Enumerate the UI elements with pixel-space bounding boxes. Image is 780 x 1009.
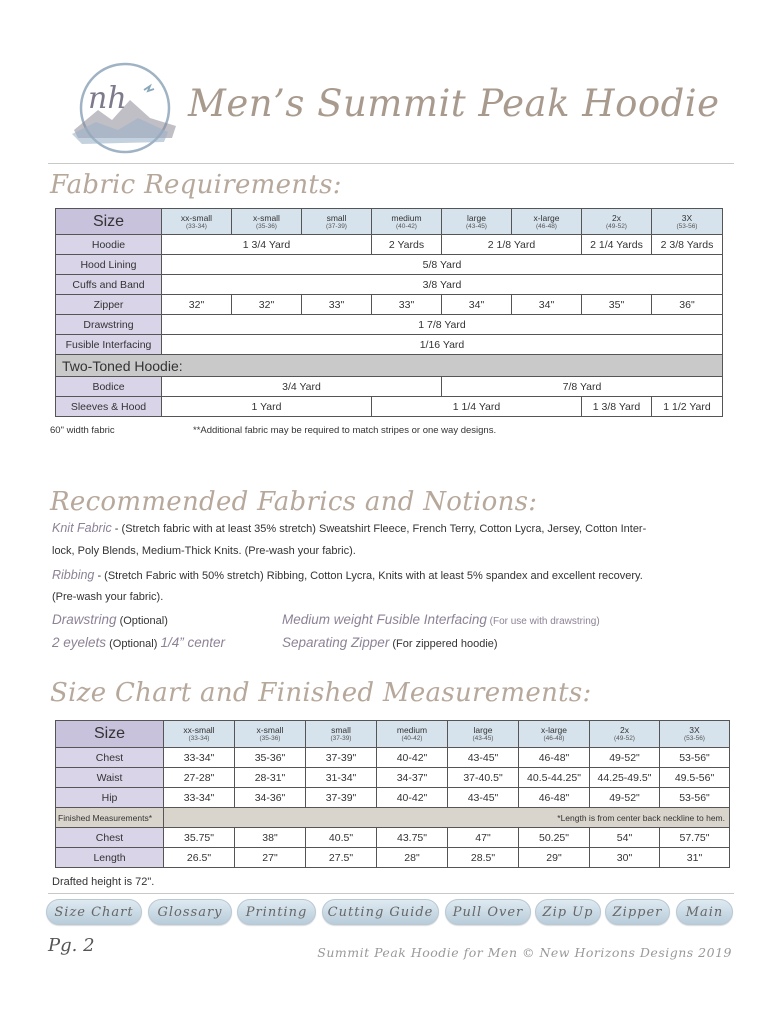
table-cell: 49.5-56" bbox=[660, 768, 730, 788]
brand-logo bbox=[68, 60, 182, 156]
table-cell: 33" bbox=[302, 295, 372, 315]
size-col: large (43-45) bbox=[442, 209, 512, 235]
table-header-row bbox=[56, 209, 723, 235]
size-col: medium (40-42) bbox=[377, 721, 448, 748]
table-cell: 27" bbox=[235, 848, 306, 868]
table-cell: Two-Toned Hoodie: bbox=[56, 355, 723, 377]
table-cell: 1 Yard bbox=[162, 397, 372, 417]
table-cell: 1 3/4 Yard bbox=[162, 235, 372, 255]
table-cell: Drawstring bbox=[56, 315, 162, 335]
table-row bbox=[56, 768, 730, 788]
table-cell: 57.75" bbox=[660, 828, 730, 848]
table-cell: 1/16 Yard bbox=[162, 335, 723, 355]
table-cell: Fusible Interfacing bbox=[56, 335, 162, 355]
table-cell: 34-37" bbox=[377, 768, 448, 788]
table-cell: 2 Yards bbox=[372, 235, 442, 255]
page-number: Pg. 2 bbox=[48, 935, 95, 956]
table-cell: 33-34" bbox=[164, 788, 235, 808]
fabric-requirements-table bbox=[55, 208, 723, 417]
table-cell: 44.25-49.5" bbox=[590, 768, 660, 788]
table-cell: 3/8 Yard bbox=[162, 275, 723, 295]
size-col: medium (40-42) bbox=[372, 209, 442, 235]
table-cell: 40.5" bbox=[306, 828, 377, 848]
table-cell: 2 3/8 Yards bbox=[652, 235, 723, 255]
table-cell: 31-34" bbox=[306, 768, 377, 788]
drawstring-item: Drawstring (Optional) bbox=[52, 612, 168, 627]
table-cell: 38" bbox=[235, 828, 306, 848]
table-cell: Hoodie bbox=[56, 235, 162, 255]
size-col: 3X (53-56) bbox=[660, 721, 730, 748]
table-cell: Chest bbox=[56, 748, 164, 768]
table-cell: 47" bbox=[448, 828, 519, 848]
table-cell: 35-36" bbox=[235, 748, 306, 768]
drafted-height-note: Drafted height is 72". bbox=[52, 876, 155, 888]
finished-measurements-band bbox=[56, 808, 730, 828]
table-cell: 53-56" bbox=[660, 748, 730, 768]
table-cell: 34" bbox=[442, 295, 512, 315]
table-cell: 49-52" bbox=[590, 748, 660, 768]
interfacing-item: Medium weight Fusible Interfacing (For use with drawstring) bbox=[282, 612, 600, 627]
table-cell: 28" bbox=[377, 848, 448, 868]
table-row bbox=[56, 315, 723, 335]
table-row bbox=[56, 275, 723, 295]
table-cell: 37-39" bbox=[306, 788, 377, 808]
nav-printing-button[interactable]: Printing bbox=[237, 899, 316, 925]
table-cell: Cuffs and Band bbox=[56, 275, 162, 295]
table-cell: Hip bbox=[56, 788, 164, 808]
table-cell: Finished Measurements* bbox=[56, 808, 164, 828]
size-col: small (37-39) bbox=[302, 209, 372, 235]
table-cell: 3/4 Yard bbox=[162, 377, 442, 397]
notions-title: Recommended Fabrics and Notions: bbox=[50, 487, 538, 517]
table-cell: 5/8 Yard bbox=[162, 255, 723, 275]
table-cell: 32" bbox=[232, 295, 302, 315]
table-cell: Waist bbox=[56, 768, 164, 788]
zipper-item: Separating Zipper (For zippered hoodie) bbox=[282, 635, 498, 650]
size-col: 3X (53-56) bbox=[652, 209, 723, 235]
table-row bbox=[56, 335, 723, 355]
size-col: 2x (49-52) bbox=[590, 721, 660, 748]
table-row bbox=[56, 295, 723, 315]
size-chart-table bbox=[55, 720, 730, 868]
table-cell: 34" bbox=[512, 295, 582, 315]
table-cell: 35.75" bbox=[164, 828, 235, 848]
table-cell: 27.5" bbox=[306, 848, 377, 868]
table-cell: Bodice bbox=[56, 377, 162, 397]
size-col: x-small (35-36) bbox=[232, 209, 302, 235]
ribbing-line: Ribbing - (Stretch Fabric with 50% stretch) Ribbing, Cotton Lycra, Knits with at least 5% spandex and excellent recovery. bbox=[52, 568, 643, 582]
table-row bbox=[56, 397, 723, 417]
logo-letters: nh bbox=[88, 81, 127, 116]
nav-zipper-button[interactable]: Zipper bbox=[605, 899, 670, 925]
size-col: large (43-45) bbox=[448, 721, 519, 748]
nav-cutting-guide-button[interactable]: Cutting Guide bbox=[322, 899, 439, 925]
table-cell: 28-31" bbox=[235, 768, 306, 788]
table-cell: 35" bbox=[582, 295, 652, 315]
page-title: Men’s Summit Peak Hoodie bbox=[188, 82, 720, 125]
table-cell: Sleeves & Hood bbox=[56, 397, 162, 417]
table-row bbox=[56, 235, 723, 255]
table-cell: 37-39" bbox=[306, 748, 377, 768]
size-col: xx-small (33-34) bbox=[162, 209, 232, 235]
size-header: Size bbox=[56, 721, 164, 748]
table-cell: 37-40.5" bbox=[448, 768, 519, 788]
table-cell: 27-28" bbox=[164, 768, 235, 788]
size-col: 2x (49-52) bbox=[582, 209, 652, 235]
table-cell: 32" bbox=[162, 295, 232, 315]
table-cell: 49-52" bbox=[590, 788, 660, 808]
table-cell: 43-45" bbox=[448, 788, 519, 808]
table-cell: 2 1/4 Yards bbox=[582, 235, 652, 255]
size-col: small (37-39) bbox=[306, 721, 377, 748]
table-cell: 40.5-44.25" bbox=[519, 768, 590, 788]
nav-pull-over-button[interactable]: Pull Over bbox=[445, 899, 531, 925]
nav-glossary-button[interactable]: Glossary bbox=[148, 899, 232, 925]
table-cell: 46-48" bbox=[519, 748, 590, 768]
table-cell: 40-42" bbox=[377, 788, 448, 808]
table-cell: Chest bbox=[56, 828, 164, 848]
table-cell: 54" bbox=[590, 828, 660, 848]
size-col: x-small (35-36) bbox=[235, 721, 306, 748]
size-chart-title: Size Chart and Finished Measurements: bbox=[50, 678, 592, 708]
table-cell: 33" bbox=[372, 295, 442, 315]
table-cell: Length bbox=[56, 848, 164, 868]
table-cell: Zipper bbox=[56, 295, 162, 315]
table-cell: Hood Lining bbox=[56, 255, 162, 275]
table-cell: 28.5" bbox=[448, 848, 519, 868]
size-col: x-large (46-48) bbox=[519, 721, 590, 748]
table-cell: 26.5" bbox=[164, 848, 235, 868]
divider bbox=[48, 893, 734, 894]
width-note: 60" width fabric bbox=[50, 425, 115, 436]
table-row bbox=[56, 748, 730, 768]
size-col: x-large (46-48) bbox=[512, 209, 582, 235]
table-row bbox=[56, 255, 723, 275]
table-cell: 7/8 Yard bbox=[442, 377, 723, 397]
table-row bbox=[56, 848, 730, 868]
table-cell: 33-34" bbox=[164, 748, 235, 768]
table-cell: 1 1/2 Yard bbox=[652, 397, 723, 417]
table-cell: *Length is from center back neckline to hem. bbox=[164, 808, 730, 828]
nav-size-chart-button[interactable]: Size Chart bbox=[46, 899, 142, 925]
copyright: Summit Peak Hoodie for Men © New Horizons Designs 2019 bbox=[317, 945, 732, 960]
table-cell: 30" bbox=[590, 848, 660, 868]
table-cell: 36" bbox=[652, 295, 723, 315]
table-cell: 1 7/8 Yard bbox=[162, 315, 723, 335]
table-header-row bbox=[56, 721, 730, 748]
table-cell: 43.75" bbox=[377, 828, 448, 848]
table-row bbox=[56, 377, 723, 397]
ribbing-line-2: (Pre-wash your fabric). bbox=[52, 591, 164, 603]
table-cell: 1 3/8 Yard bbox=[582, 397, 652, 417]
nav-main-button[interactable]: Main bbox=[676, 899, 733, 925]
table-cell: 40-42" bbox=[377, 748, 448, 768]
table-row bbox=[56, 828, 730, 848]
knit-fabric-line: Knit Fabric - (Stretch fabric with at least 35% stretch) Sweatshirt Fleece, French Terry, Cotton Lycra, Jersey, Cotton Inter- bbox=[52, 521, 647, 535]
eyelets-item: 2 eyelets (Optional) 1/4” center bbox=[52, 635, 226, 650]
table-cell: 46-48" bbox=[519, 788, 590, 808]
table-cell: 29" bbox=[519, 848, 590, 868]
table-cell: 31" bbox=[660, 848, 730, 868]
table-cell: 43-45" bbox=[448, 748, 519, 768]
table-cell: 53-56" bbox=[660, 788, 730, 808]
size-header: Size bbox=[56, 209, 162, 235]
nav-zip-up-button[interactable]: Zip Up bbox=[535, 899, 601, 925]
table-cell: 2 1/8 Yard bbox=[442, 235, 582, 255]
extra-fabric-note: **Additional fabric may be required to match stripes or one way designs. bbox=[193, 425, 497, 436]
two-toned-band bbox=[56, 355, 723, 377]
fabric-requirements-title: Fabric Requirements: bbox=[50, 170, 342, 200]
table-cell: 50.25" bbox=[519, 828, 590, 848]
knit-fabric-line-2: lock, Poly Blends, Medium-Thick Knits. (Pre-wash your fabric). bbox=[52, 545, 356, 557]
table-cell: 34-36" bbox=[235, 788, 306, 808]
divider bbox=[48, 163, 734, 164]
table-row bbox=[56, 788, 730, 808]
table-cell: 1 1/4 Yard bbox=[372, 397, 582, 417]
size-col: xx-small (33-34) bbox=[164, 721, 235, 748]
